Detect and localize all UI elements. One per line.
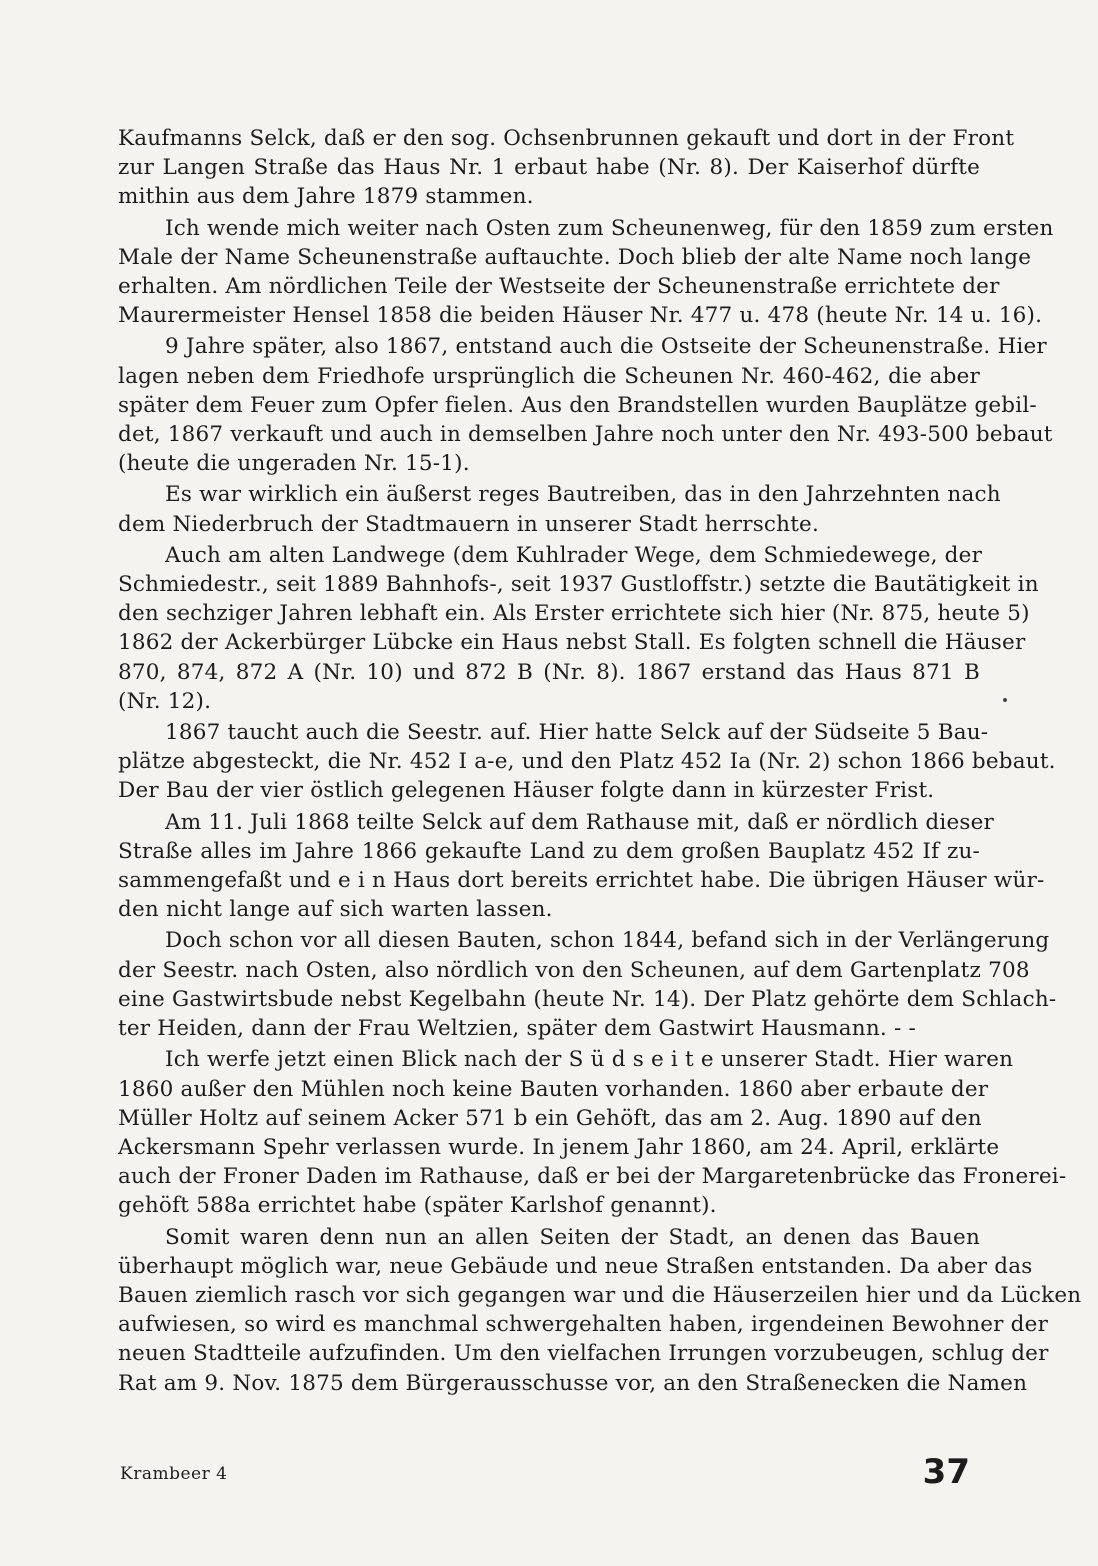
text-line: mithin aus dem Jahre 1879 stammen.	[118, 184, 534, 210]
text-line: Schmiedestr., seit 1889 Bahnhofs-, seit 1937 Gustloffstr.) setzte die Bautätigkeit in	[118, 572, 1039, 598]
paragraph	[118, 1223, 1082, 1398]
paragraph	[118, 808, 1045, 925]
text-line: Am 11. Juli 1868 teilte Selck auf dem Rathause mit, daß er nördlich dieser	[165, 809, 995, 835]
text-line: Auch am alten Landwege (dem Kuhlrader Wege, dem Schmiedewege, der	[165, 542, 983, 568]
stray-ink-dot	[1003, 698, 1007, 702]
text-line: ter Heiden, dann der Frau Weltzien, später dem Gastwirt Hausmann. - -	[118, 1016, 916, 1042]
text-line: 1862 der Ackerbürger Lübcke ein Haus nebst Stall. Es folgten schnell die Häuser	[118, 630, 1026, 656]
paragraph	[118, 214, 1054, 331]
page-number: 37	[922, 1452, 970, 1492]
paragraph	[118, 1045, 1067, 1220]
page-body	[118, 124, 1082, 1398]
text-line: erhalten. Am nördlichen Teile der Westseite der Scheunenstraße errichtete der	[118, 274, 1000, 300]
text-line: sammengefaßt und e i n Haus dort bereits errichtet habe. Die übrigen Häuser wür-	[118, 868, 1045, 894]
text-line: Müller Holtz auf seinem Acker 571 b ein Gehöft, das am 2. Aug. 1890 auf den	[118, 1105, 982, 1131]
text-line: neuen Stadtteile aufzufinden. Um den vielfachen Irrungen vorzubeugen, schlug der	[118, 1341, 1049, 1367]
paragraph	[118, 332, 1053, 478]
text-line: aufwiesen, so wird es manchmal schwergehalten haben, irgendeinen Bewohner der	[118, 1312, 1049, 1338]
text-line: eine Gastwirtsbude nebst Kegelbahn (heute Nr. 14). Der Platz gehörte dem Schlach-	[118, 986, 1057, 1012]
text-line: dem Niederbruch der Stadtmauern in unserer Stadt herrschte.	[118, 511, 820, 537]
text-line: Male der Name Scheunenstraße auftauchte. Doch blieb der alte Name noch lange	[118, 244, 1032, 270]
text-line: Doch schon vor all diesen Bauten, schon 1844, befand sich in der Verlängerung	[165, 928, 1050, 954]
text-line: (Nr. 12).	[118, 688, 212, 714]
text-line: den nicht lange auf sich warten lassen.	[118, 897, 553, 923]
text-line: 870, 874, 872 A (Nr. 10) und 872 B (Nr. 8). 1867 erstand das Haus 871 B	[118, 659, 980, 685]
paragraph	[118, 541, 1039, 716]
text-line: Ich wende mich weiter nach Osten zum Scheunenweg, für den 1859 zum ersten	[165, 215, 1054, 241]
text-line: den sechziger Jahren lebhaft ein. Als Erster errichtete sich hier (Nr. 875, heute 5)	[118, 601, 1030, 627]
text-line: auch der Froner Daden im Rathause, daß er bei der Margaretenbrücke das Fronerei-	[118, 1164, 1067, 1190]
text-line: Rat am 9. Nov. 1875 dem Bürgerausschusse vor, an den Straßenecken die Namen	[118, 1370, 1028, 1396]
text-line: später dem Feuer zum Opfer fielen. Aus den Brandstellen wurden Bauplätze gebil-	[118, 392, 1037, 418]
text-line: Bauen ziemlich rasch vor sich gegangen war und die Häuserzeilen hier und da Lücken	[118, 1282, 1082, 1308]
printer-signature: Krambeer 4	[120, 1464, 228, 1484]
text-line: Der Bau der vier östlich gelegenen Häuser folgte dann in kürzester Frist.	[118, 778, 935, 804]
text-line: Somit waren denn nun an allen Seiten der Stadt, an denen das Bauen	[165, 1224, 980, 1250]
text-line: 1860 außer den Mühlen noch keine Bauten vorhanden. 1860 aber erbaute der	[118, 1076, 989, 1102]
text-line: Ackersmann Spehr verlassen wurde. In jenem Jahr 1860, am 24. April, erklärte	[118, 1134, 1000, 1160]
page-footer	[120, 1452, 970, 1492]
text-line: (heute die ungeraden Nr. 15-1).	[118, 451, 470, 477]
text-line: 1867 taucht auch die Seestr. auf. Hier hatte Selck auf der Südseite 5 Bau-	[165, 720, 989, 746]
paragraph	[118, 926, 1057, 1043]
text-line: det, 1867 verkauft und auch in demselben Jahre noch unter den Nr. 493-500 bebaut	[118, 422, 1053, 448]
text-line: Maurermeister Hensel 1858 die beiden Häuser Nr. 477 u. 478 (heute Nr. 14 u. 16).	[118, 303, 1043, 329]
text-line: gehöft 588a errichtet habe (später Karlshof genannt).	[118, 1193, 717, 1219]
paragraph	[118, 480, 1001, 538]
text-line: Kaufmanns Selck, daß er den sog. Ochsenbrunnen gekauft und dort in der Front	[118, 126, 1015, 151]
text-line: plätze abgesteckt, die Nr. 452 I a-e, und den Platz 452 Ia (Nr. 2) schon 1866 bebaut.	[118, 749, 1056, 775]
text-line: Ich werfe jetzt einen Blick nach der S ü d s e i t e unserer Stadt. Hier waren	[165, 1047, 1014, 1073]
text-line: zur Langen Straße das Haus Nr. 1 erbaut habe (Nr. 8). Der Kaiserhof dürfte	[118, 155, 980, 181]
paragraph	[118, 124, 1015, 212]
text-line: lagen neben dem Friedhofe ursprünglich die Scheunen Nr. 460-462, die aber	[118, 363, 980, 389]
text-line: 9 Jahre später, also 1867, entstand auch die Ostseite der Scheunenstraße. Hier	[165, 334, 1047, 360]
text-line: überhaupt möglich war, neue Gebäude und neue Straßen entstanden. Da aber das	[118, 1253, 1033, 1279]
text-line: Es war wirklich ein äußerst reges Bautreiben, das in den Jahrzehnten nach	[165, 482, 1001, 508]
text-line: Straße alles im Jahre 1866 gekaufte Land zu dem großen Bauplatz 452 If zu-	[118, 838, 980, 864]
text-line: der Seestr. nach Osten, also nördlich von den Scheunen, auf dem Gartenplatz 708	[118, 957, 1030, 983]
paragraph	[118, 718, 1056, 806]
